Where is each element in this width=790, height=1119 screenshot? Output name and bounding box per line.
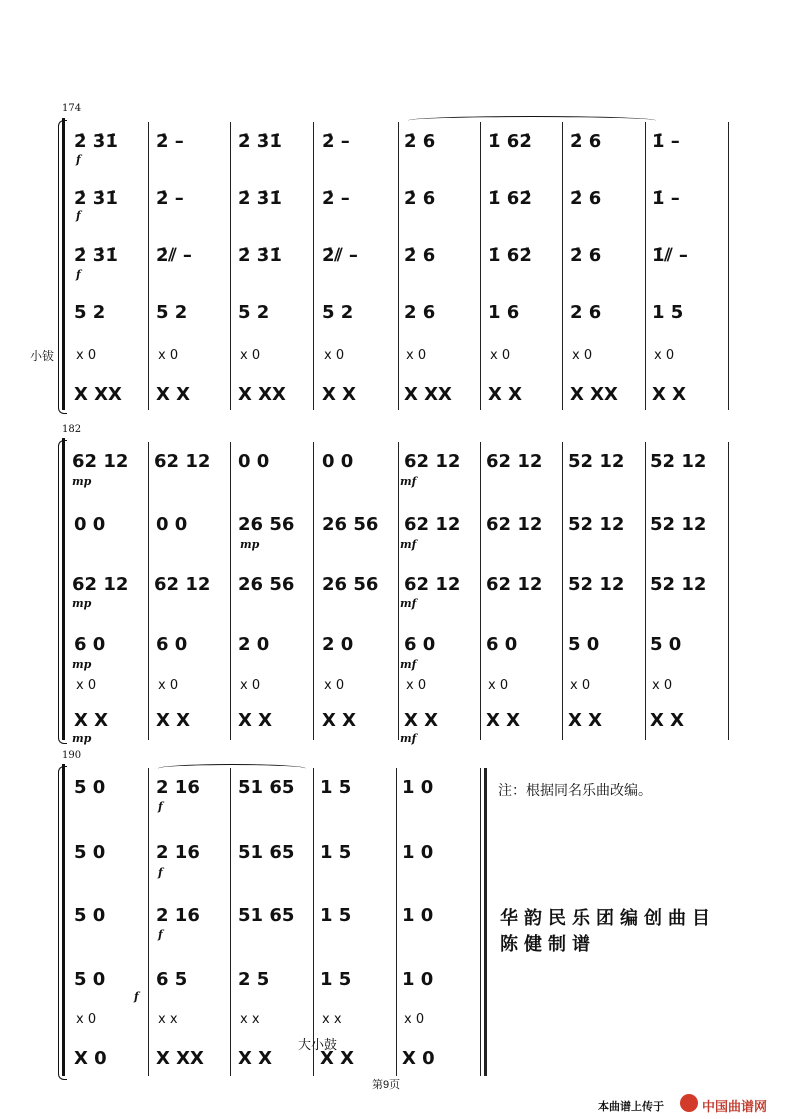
note-cell: 1̇ 62̇ <box>488 188 532 209</box>
note-cell: 1 0 <box>402 842 434 863</box>
note-cell: x 0 <box>76 1012 97 1027</box>
note-cell: 1 5 <box>652 302 684 323</box>
upload-text: 本曲谱上传于 <box>598 1101 664 1113</box>
system-brace <box>58 120 67 414</box>
note-cell: X X <box>568 710 603 731</box>
note-cell: X X <box>322 384 357 405</box>
note-cell: X 0 <box>402 1048 435 1069</box>
note-cell: x 0 <box>76 678 97 693</box>
note-cell: 1 5 <box>320 842 352 863</box>
note-cell: 26 56 <box>322 514 379 535</box>
note-cell: X X <box>238 1048 273 1069</box>
note-cell: 2̇⫽ – <box>156 245 192 266</box>
note-cell: 51 65 <box>238 905 295 926</box>
note-cell: X 0 <box>74 1048 107 1069</box>
note-cell: X X <box>488 384 523 405</box>
dynamic-mark: mp <box>240 538 260 551</box>
small-cymbal-label: 小钹 <box>30 349 55 363</box>
note-cell: x 0 <box>324 678 345 693</box>
note-cell: 2̇ 6 <box>570 188 602 209</box>
note-cell: 6 0 <box>486 634 518 655</box>
note-cell: 62 12 <box>404 451 461 472</box>
note-cell: 1̇ – <box>652 131 680 152</box>
note-cell: 2 16 <box>156 905 200 926</box>
arrangement-note: 注：根据同名乐曲改编。 <box>498 783 652 799</box>
note-cell: 52 12 <box>650 574 707 595</box>
note-cell: 26 56 <box>238 574 295 595</box>
note-cell: 1̇⫽ – <box>652 245 688 266</box>
note-cell: 52 12 <box>650 451 707 472</box>
note-cell: 5 0 <box>568 634 600 655</box>
note-cell: 2̇ 3̇1̇ <box>74 245 118 266</box>
note-cell: 1̇ – <box>652 188 680 209</box>
note-cell: X XX <box>156 1048 204 1069</box>
note-cell: 2̇ 6 <box>570 131 602 152</box>
dynamic-mark: f <box>76 209 81 222</box>
note-cell: 2 16 <box>156 777 200 798</box>
note-cell: 1 0 <box>402 905 434 926</box>
note-cell: X X <box>74 710 109 731</box>
note-cell: X X <box>238 710 273 731</box>
note-cell: 2̇ 3̇1̇ <box>74 131 118 152</box>
note-cell: 1 5 <box>320 969 352 990</box>
note-cell: x 0 <box>240 678 261 693</box>
note-cell: x 0 <box>324 348 345 363</box>
note-cell: 2̇ – <box>322 131 350 152</box>
note-cell: 62 12 <box>486 514 543 535</box>
note-cell: X XX <box>404 384 452 405</box>
note-cell: 2 5 <box>238 969 270 990</box>
dynamic-mark: mp <box>72 597 92 610</box>
note-cell: 2̇ 6 <box>570 245 602 266</box>
note-cell: 62 12 <box>404 574 461 595</box>
note-cell: 62 12 <box>486 451 543 472</box>
note-cell: 0 0 <box>74 514 106 535</box>
note-cell: 62 12 <box>486 574 543 595</box>
note-cell: 52 12 <box>650 514 707 535</box>
note-cell: X X <box>404 710 439 731</box>
note-cell: x 0 <box>240 348 261 363</box>
note-cell: 5 0 <box>650 634 682 655</box>
note-cell: 2 0 <box>238 634 270 655</box>
system-brace <box>58 440 67 744</box>
note-cell: 1̇ 62̇ <box>488 245 532 266</box>
note-cell: 62 12 <box>154 451 211 472</box>
note-cell: 2̇ – <box>156 131 184 152</box>
note-cell: x 0 <box>490 348 511 363</box>
note-cell: X X <box>650 710 685 731</box>
note-cell: 26 56 <box>238 514 295 535</box>
note-cell: 5 0 <box>74 969 106 990</box>
note-cell: x 0 <box>652 678 673 693</box>
note-cell: 0 0 <box>238 451 270 472</box>
note-cell: x 0 <box>570 678 591 693</box>
note-cell: x 0 <box>654 348 675 363</box>
note-cell: X XX <box>238 384 286 405</box>
dynamic-mark: mp <box>72 475 92 488</box>
note-cell: x 0 <box>406 678 427 693</box>
phrase-slur <box>158 764 306 773</box>
note-cell: 2̇ 3̇1̇ <box>238 131 282 152</box>
credit-ensemble: 华韵民乐团编创曲目 <box>500 908 716 929</box>
note-cell: 52 12 <box>568 451 625 472</box>
measure-number: 182 <box>62 424 82 435</box>
dynamic-mark: mp <box>72 732 92 745</box>
note-cell: 52 12 <box>568 574 625 595</box>
measure-number: 190 <box>62 750 82 761</box>
note-cell: X X <box>320 1048 355 1069</box>
note-cell: X XX <box>570 384 618 405</box>
note-cell: 51 65 <box>238 777 295 798</box>
note-cell: 5 2 <box>322 302 354 323</box>
note-cell: x 0 <box>76 348 97 363</box>
note-cell: X XX <box>74 384 122 405</box>
note-cell: 1 5 <box>320 777 352 798</box>
dynamic-mark: f <box>158 800 163 813</box>
note-cell: 1 0 <box>402 777 434 798</box>
big-small-drum-label: 大小鼓 <box>298 1038 338 1053</box>
note-cell: x 0 <box>158 348 179 363</box>
note-cell: x x <box>240 1012 260 1027</box>
note-cell: 2̇ 6 <box>404 131 436 152</box>
note-cell: 2̇ 6 <box>404 188 436 209</box>
note-cell: 62 12 <box>404 514 461 535</box>
note-cell: 2̇ 3̇1̇ <box>74 188 118 209</box>
note-cell: x 0 <box>406 348 427 363</box>
note-cell: 5 2 <box>238 302 270 323</box>
site-brand[interactable]: 中国曲谱网 <box>702 1099 768 1114</box>
note-cell: 62 12 <box>72 574 129 595</box>
note-cell: 2̇ 3̇1̇ <box>238 245 282 266</box>
phrase-slur <box>408 116 656 125</box>
note-cell: 5 2 <box>74 302 106 323</box>
note-cell: 1 0 <box>402 969 434 990</box>
note-cell: x 0 <box>488 678 509 693</box>
dynamic-mark: mf <box>400 732 417 745</box>
note-cell: 51 65 <box>238 842 295 863</box>
dynamic-mark: mf <box>400 475 417 488</box>
dynamic-mark: f <box>76 153 81 166</box>
note-cell: 26 56 <box>322 574 379 595</box>
note-cell: 2̇ 6 <box>404 245 436 266</box>
dynamic-mark: mp <box>72 658 92 671</box>
dynamic-mark: mf <box>400 538 417 551</box>
note-cell: 2̇⫽ – <box>322 245 358 266</box>
note-cell: X X <box>652 384 687 405</box>
note-cell: X X <box>322 710 357 731</box>
note-cell: 6 0 <box>156 634 188 655</box>
credit-transcriber: 陈健制谱 <box>500 934 596 955</box>
note-cell: 2 0 <box>322 634 354 655</box>
note-cell: 1 6 <box>488 302 520 323</box>
note-cell: 2̇ – <box>322 188 350 209</box>
note-cell: X X <box>486 710 521 731</box>
note-cell: 6 5 <box>156 969 188 990</box>
note-cell: x 0 <box>404 1012 425 1027</box>
note-cell: 5 0 <box>74 905 106 926</box>
note-cell: X X <box>156 384 191 405</box>
note-cell: 5 2 <box>156 302 188 323</box>
dynamic-mark: f <box>158 928 163 941</box>
note-cell: 52 12 <box>568 514 625 535</box>
dynamic-mark: f <box>134 990 139 1003</box>
note-cell: x 0 <box>158 678 179 693</box>
measure-number: 174 <box>62 103 82 114</box>
dynamic-mark: mf <box>400 597 417 610</box>
note-cell: 2 6 <box>570 302 602 323</box>
note-cell: 0 0 <box>156 514 188 535</box>
note-cell: 5 0 <box>74 777 106 798</box>
note-cell: 62 12 <box>72 451 129 472</box>
note-cell: 2̇ 3̇1̇ <box>238 188 282 209</box>
site-logo-icon <box>680 1094 698 1112</box>
note-cell: 2 6 <box>404 302 436 323</box>
note-cell: 62 12 <box>154 574 211 595</box>
dynamic-mark: f <box>76 268 81 281</box>
note-cell: x 0 <box>572 348 593 363</box>
page-number: 第9页 <box>372 1079 401 1091</box>
note-cell: 1 5 <box>320 905 352 926</box>
note-cell: x x <box>158 1012 178 1027</box>
system-brace <box>58 766 67 1080</box>
note-cell: 6 0 <box>404 634 436 655</box>
note-cell: 0 0 <box>322 451 354 472</box>
note-cell: 6 0 <box>74 634 106 655</box>
note-cell: 5 0 <box>74 842 106 863</box>
note-cell: 2̇ – <box>156 188 184 209</box>
note-cell: 1̇ 62̇ <box>488 131 532 152</box>
note-cell: 2 16 <box>156 842 200 863</box>
note-cell: X X <box>156 710 191 731</box>
note-cell: x x <box>322 1012 342 1027</box>
dynamic-mark: mf <box>400 658 417 671</box>
dynamic-mark: f <box>158 866 163 879</box>
